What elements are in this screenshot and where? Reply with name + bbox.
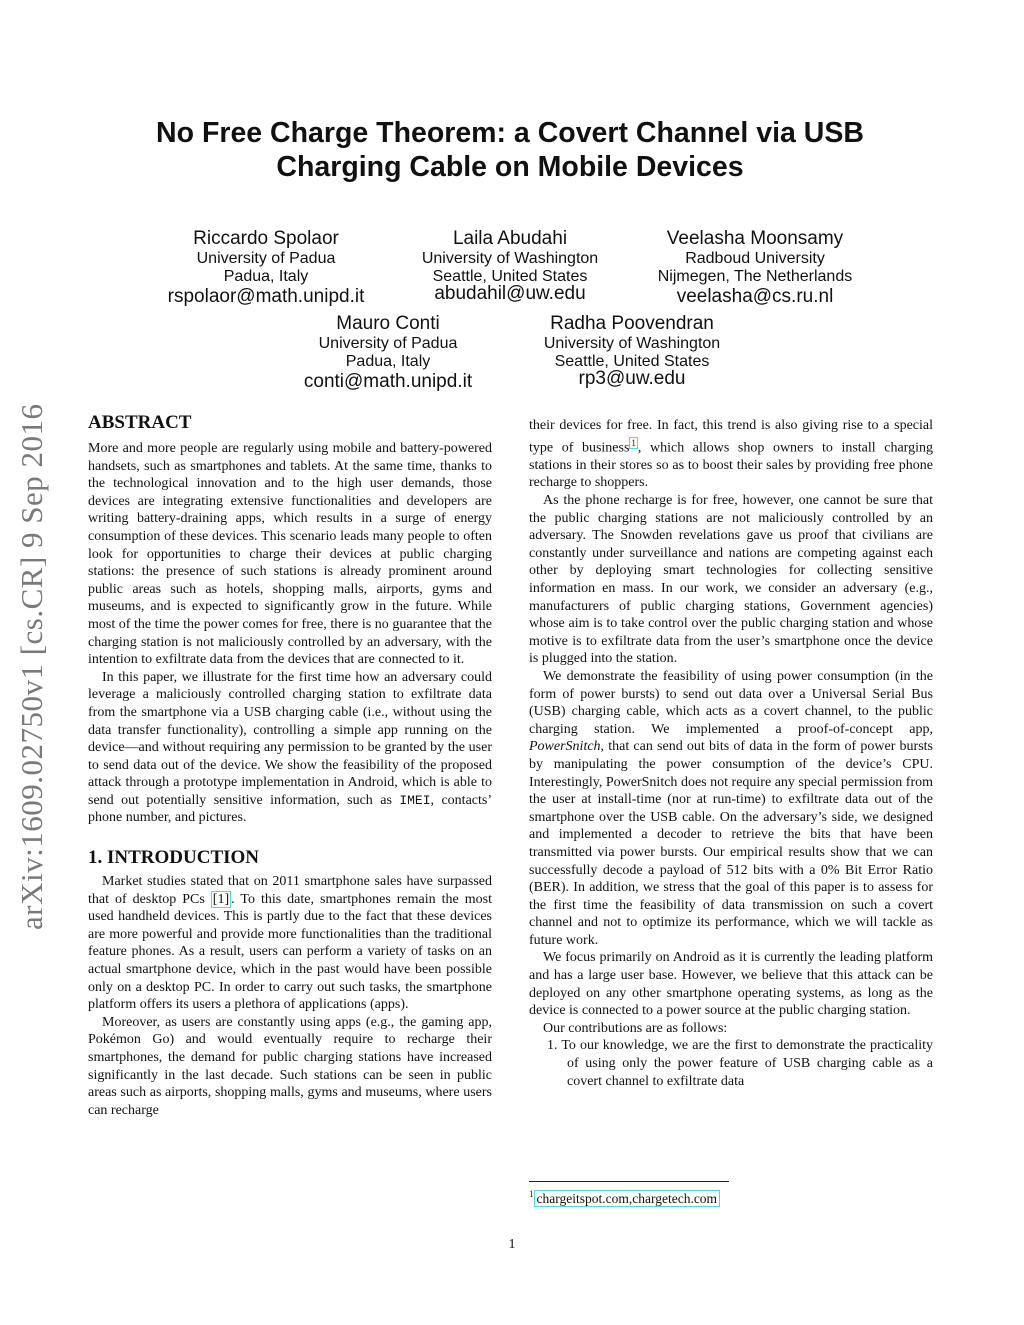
title-line-1: No Free Charge Theorem: a Covert Channel via USB (156, 117, 864, 149)
author-block-3 (610, 228, 900, 308)
app-name: PowerSnitch (529, 739, 601, 755)
right-paragraph-5: Our contributions are as follows: (543, 1020, 728, 1036)
author-email: conti@math.unipd.it (303, 371, 473, 392)
body-text: their devices for free. In fact, this trend is also giving rise to a special type of business (529, 418, 933, 456)
footnote-link[interactable]: chargeitspot.com,chargetech.com (534, 1190, 721, 1207)
intro-text: Market studies stated that on 2011 smartphone sales have surpassed that of desktop PCs (88, 874, 492, 907)
abstract-paragraph-1: More and more people are regularly using mobile and battery-powered handsets, such as smartphones and tablets. At the same time, thanks to the technological innovation and to the high user demands, those devices are integrating extensive functionalities and developers are writing battery-draining apps, which results in a surge of energy consumption of these devices. This scenario leads many people to often look for opportunities to charge their devices at public charging stations: the presence of such stations is already prominent around public areas such as hotels, shopping malls, airports, gyms and museums, and is expected to significantly grow in the future. While most of the time the power comes for free, there is no guarantee that the charging station is not maliciously controlled by an adversary, with the intention to exfiltrate data from the devices that are connected to it. (88, 441, 492, 668)
title-line-2: Charging Cable on Mobile Devices (276, 151, 744, 183)
paper-title (100, 116, 920, 184)
intro-paragraph-2: Moreover, as users are constantly using apps (e.g., the gaming app, Pokémon Go) and would eventually require to recharge their smartphones, the demand for public charging stations have increased significantly in the last decade. Such stations can be seen in public areas such as airports, shopping malls, gyms and museums, where users can recharge (88, 1014, 492, 1118)
intro-paragraph-1 (88, 873, 492, 1014)
abstract-text: , contacts’ phone number, and pictures. (88, 792, 493, 826)
author-affiliation: University of Washington (421, 250, 599, 267)
body-text: , that can send out bits of data in the form of power bursts by manipulating the power consumption of the device’s CPU. Interestingly, PowerSnitch does not require any special permission from the user at install-time (nor at run-time) to exfiltrate data out of the smartphone over the USB cable. On the adversary’s side, we designed and implemented a decoder to retrieve the bits that have been transmitted via power bursts. Our empirical results show that we can successfully decode a payload of 512 bits with a 0% Bit Error Ratio (BER). In addition, we stress that the goal of this paper is to assess for the first time the feasibility of data transmission on such a covert channel and not to optimize its performance, which we will tackle as future work. (529, 739, 933, 948)
author-name: Veelasha Moonsamy (666, 228, 844, 249)
right-paragraph-3 (529, 668, 933, 950)
abstract-heading: ABSTRACT (88, 412, 192, 433)
contributions-list (529, 1037, 933, 1090)
author-name: Mauro Conti (336, 313, 440, 334)
introduction-heading: 1. INTRODUCTION (88, 847, 260, 869)
author-email: veelasha@cs.ru.nl (676, 286, 834, 307)
intro-text: . To this date, smartphones remain the most used handheld devices. This is partly due to the fact that these devices are more powerful and provide more functionalities than the traditional feature phones. As a result, users can perform a variety of tasks on an actual smartphone device, which in the past would have been possible only on a desktop PC. In order to carry out such tasks, the smartphone platform offers its users a plethora of applications (apps). (88, 891, 492, 1013)
imei-code: IMEI (399, 792, 431, 808)
author-location: Padua, Italy (345, 353, 431, 370)
author-email: rp3@uw.edu (578, 368, 686, 389)
list-item: 1. To our knowledge, we are the first to demonstrate the practicality of using only the power feature of USB charging cable as a covert channel to exfiltrate data (547, 1038, 933, 1089)
citation-link[interactable]: [1] (212, 891, 230, 907)
author-name: Laila Abudahi (452, 228, 568, 249)
author-location: Seattle, United States (432, 268, 588, 285)
page-number: 1 (508, 1237, 516, 1252)
author-location: Padua, Italy (223, 268, 309, 285)
author-affiliation: University of Padua (318, 335, 458, 352)
author-email: rspolaor@math.unipd.it (167, 286, 365, 307)
left-column (88, 412, 492, 1119)
right-paragraph-1 (529, 417, 933, 492)
right-paragraph-4: We focus primarily on Android as it is currently the leading platform and has a large user base. However, we believe that this attack can be deployed on any other smartphone operating systems, as long as the device is connected to a power source at the public charging station. (529, 950, 933, 1019)
author-email: abudahil@uw.edu (434, 283, 586, 304)
author-affiliation: University of Padua (196, 250, 336, 267)
arxiv-identifier: arXiv:1609.02750v1 [cs.CR] 9 Sep 2016 (14, 403, 49, 930)
author-location: Seattle, United States (554, 353, 710, 370)
author-affiliation: Radboud University (685, 250, 825, 267)
author-name: Riccardo Spolaor (193, 228, 339, 249)
right-paragraph-2: As the phone recharge is for free, however, one cannot be sure that the public charging stations are not maliciously controlled by an adversary. The Snowden revelations gave us proof that civilians are constantly under surveillance and nations are competing against each other by deploying smart technologies for collecting sensitive information en mass. In our work, we consider an adversary (e.g., manufacturers of public charging stations, Government agencies) whose aim is to take control over the public charging station and whose motive is to exfiltrate data from the user’s smartphone once the device is plugged into the station. (529, 493, 933, 667)
abstract-text: In this paper, we illustrate for the first time how an adversary could leverage a maliciously controlled charging station to exfiltrate data from the smartphone via a USB charging cable (i.e., without using the data transfer functionality), controlling a simple app running on the device—and without requiring any permission to be granted by the user to send data out of the device. We show the feasibility of the proposed attack through a prototype implementation in Android, which is able to send out potentially sensitive information, such as (88, 669, 492, 808)
abstract-paragraph-2 (88, 669, 492, 827)
footnote-mark: 1 (529, 1189, 534, 1199)
footnote-divider (529, 1181, 729, 1182)
author-affiliation: University of Washington (543, 335, 721, 352)
body-text: We demonstrate the feasibility of using power consumption (in the form of power bursts) to send out data over a Universal Serial Bus (USB) charging cable, which acts as a covert channel, to the public charging station. We implemented a proof-of-concept app, (529, 668, 933, 737)
footnote (529, 1186, 720, 1207)
author-location: Nijmegen, The Netherlands (657, 268, 853, 285)
author-block-5 (487, 313, 777, 390)
author-name: Radha Poovendran (550, 313, 714, 334)
footnote-reference-link[interactable]: 1 (631, 437, 636, 448)
body-text: , which allows shop owners to install charging stations in their stores so as to boost their sales by providing free phone recharge to shoppers. (529, 440, 933, 491)
right-column (529, 417, 933, 1090)
